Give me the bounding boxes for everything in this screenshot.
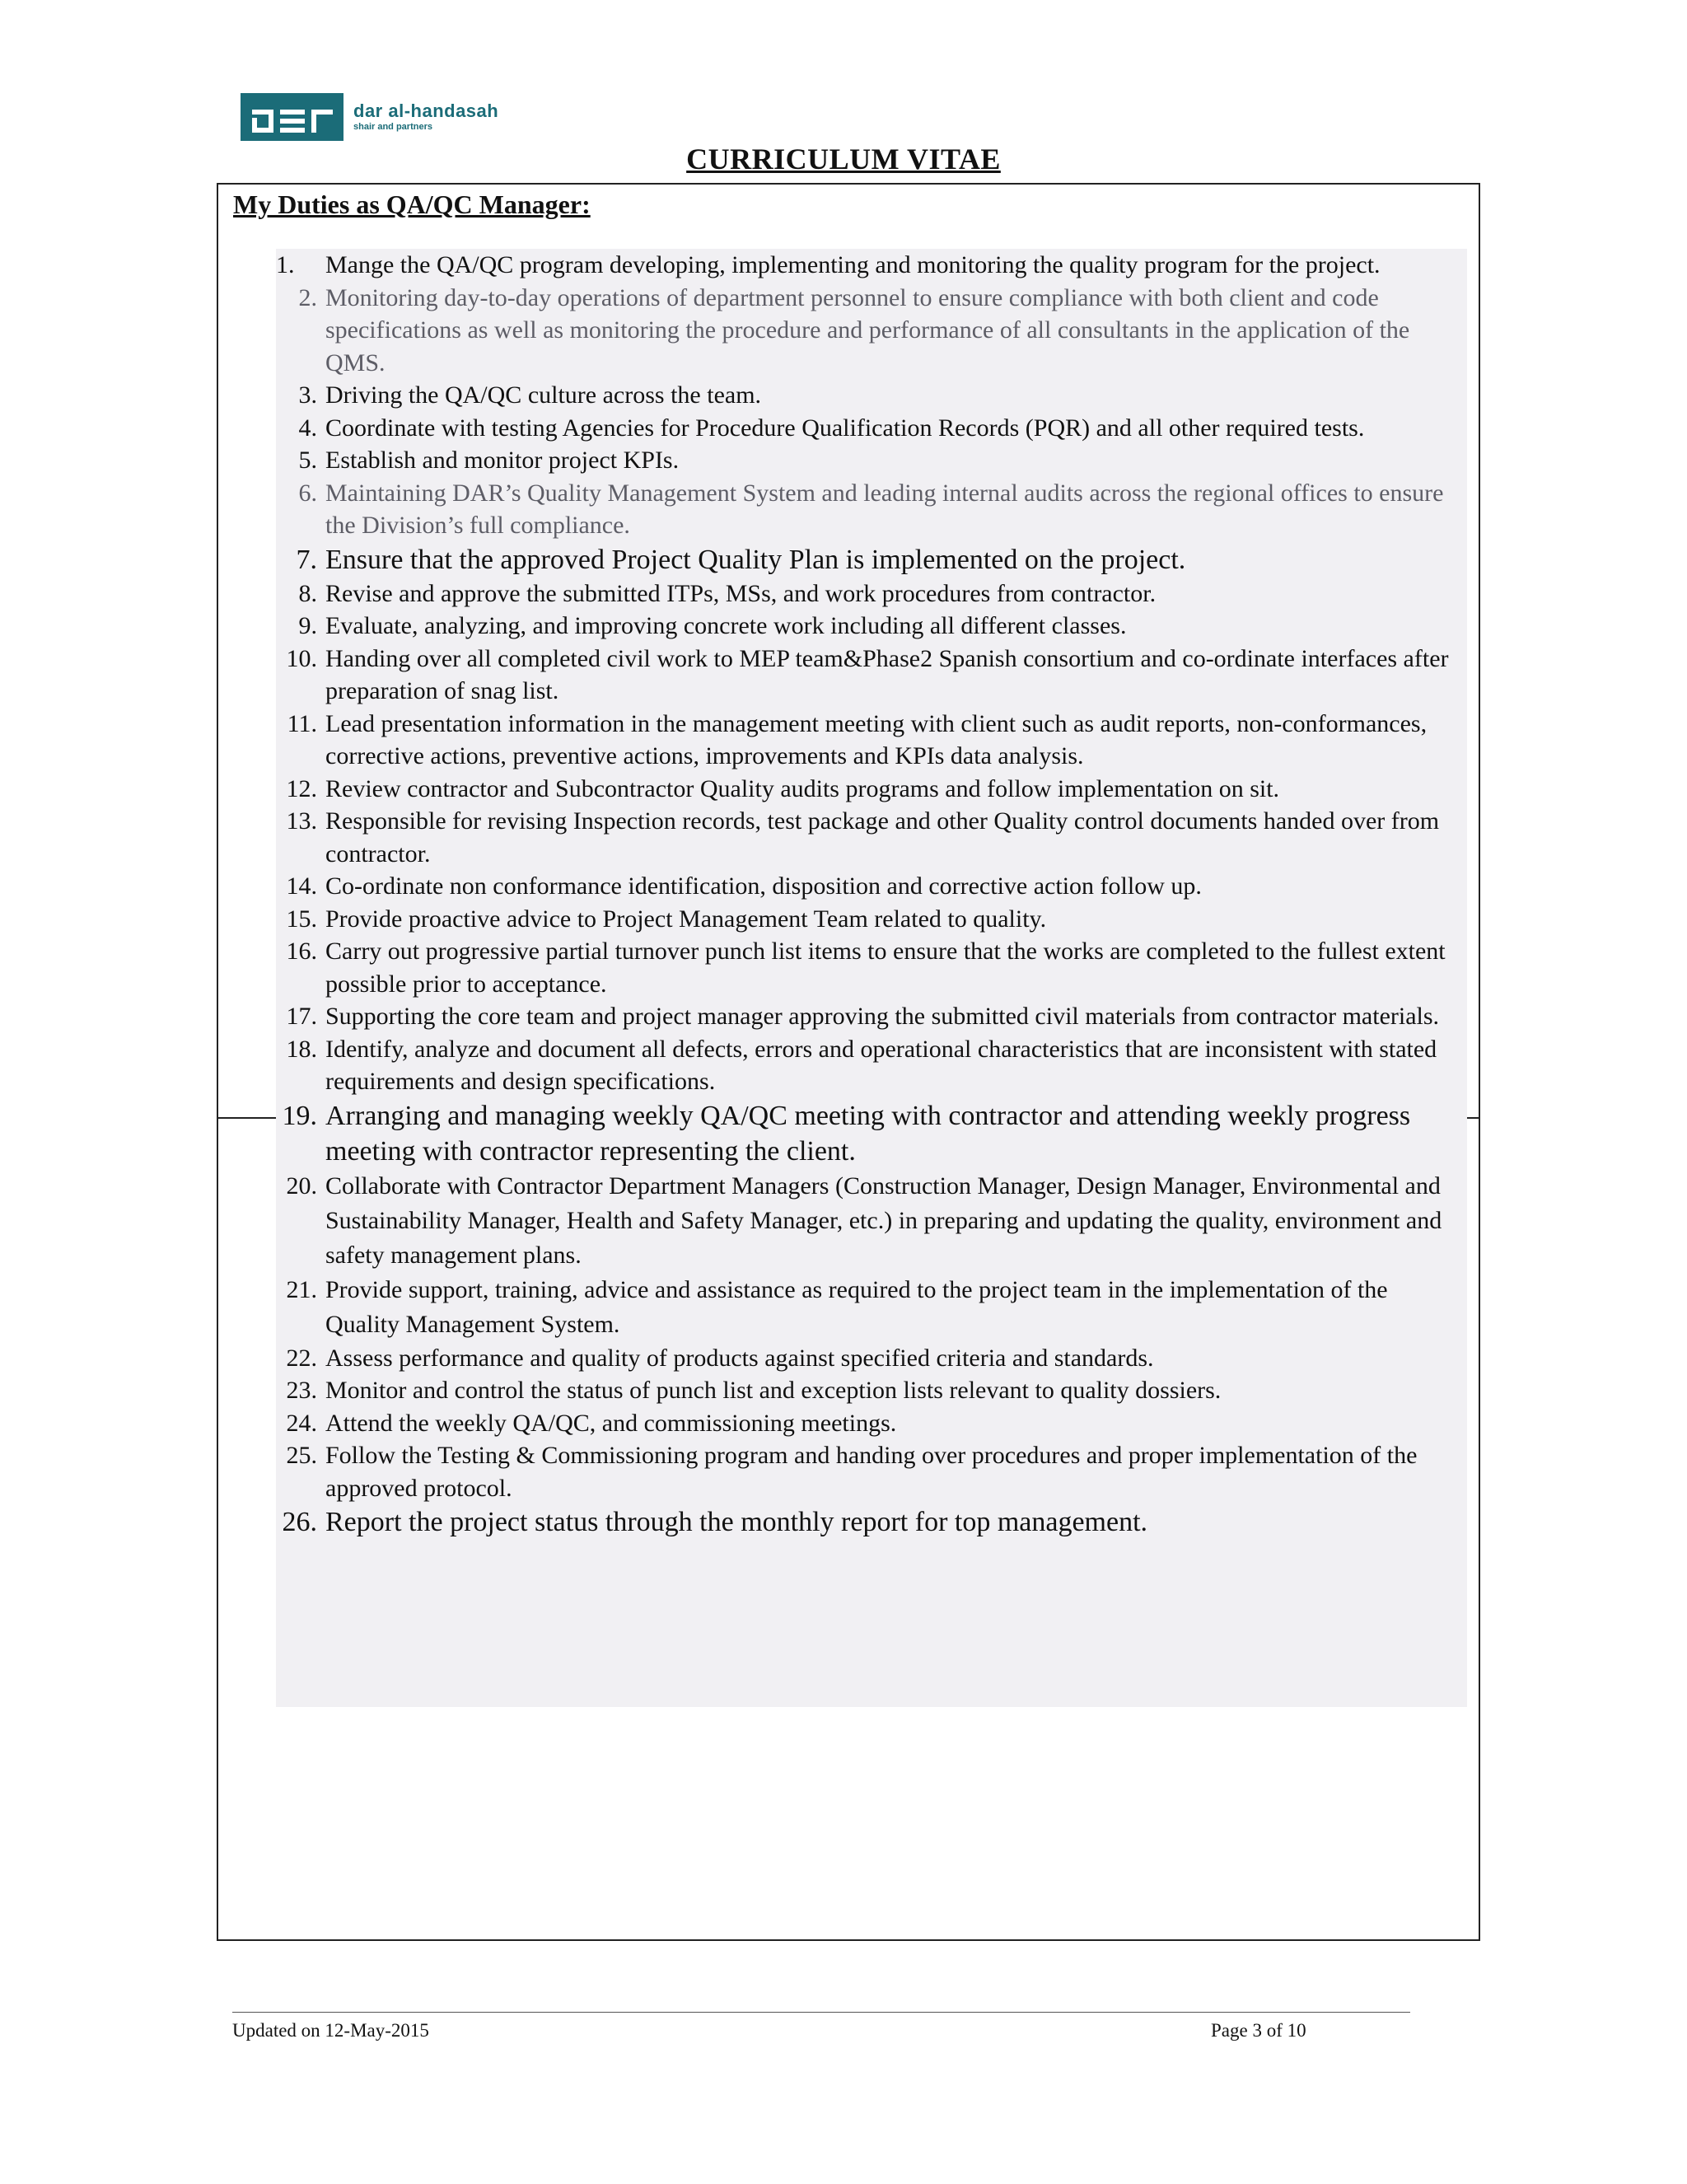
duty-item bbox=[276, 412, 1467, 445]
duty-text: Evaluate, analyzing, and improving concrete work including all different classes. bbox=[325, 612, 1127, 639]
duty-number: 3. bbox=[298, 381, 317, 409]
duty-text: Establish and monitor project KPIs. bbox=[325, 447, 680, 474]
duty-item bbox=[276, 1033, 1467, 1098]
duty-number: 22. bbox=[286, 1344, 317, 1372]
duty-item bbox=[276, 805, 1467, 870]
duty-text: Supporting the core team and project manager approving the submitted civil materials from contractor materials. bbox=[325, 1003, 1440, 1030]
duty-text: Responsible for revising Inspection records, test package and other Quality control documents handed over from contractor. bbox=[325, 807, 1440, 868]
duty-number: 10. bbox=[286, 644, 317, 672]
duty-text: Maintaining DAR’s Quality Management System and leading internal audits across the regional offices to ensure the Division’s full compliance. bbox=[325, 479, 1444, 539]
duty-number: 9. bbox=[298, 612, 317, 639]
duty-text: Mange the QA/QC program developing, implementing and monitoring the quality program for the project. bbox=[325, 251, 1381, 278]
duty-number: 23. bbox=[286, 1377, 317, 1404]
duty-number: 17. bbox=[286, 1003, 317, 1030]
duty-text: Follow the Testing & Commissioning program and handing over procedures and proper implementation of the approved protocol. bbox=[325, 1442, 1418, 1502]
duty-item bbox=[276, 643, 1467, 708]
duty-text: Attend the weekly QA/QC, and commissioning meetings. bbox=[325, 1409, 897, 1437]
duty-text: Coordinate with testing Agencies for Procedure Qualification Records (PQR) and all other required tests. bbox=[325, 414, 1365, 442]
duties-frame-lower bbox=[217, 1115, 1480, 1941]
footer-divider bbox=[232, 2012, 1410, 2013]
section-heading: My Duties as QA/QC Manager: bbox=[233, 189, 591, 219]
duty-text: Arranging and managing weekly QA/QC meeting with contractor and attending weekly progress meeting with contractor representing the client. bbox=[325, 1100, 1411, 1167]
duty-text: Ensure that the approved Project Quality Plan is implemented on the project. bbox=[325, 544, 1186, 575]
duty-item bbox=[276, 477, 1467, 542]
duty-number: 24. bbox=[286, 1409, 317, 1437]
duty-item bbox=[276, 708, 1467, 773]
duty-text: Carry out progressive partial turnover punch list items to ensure that the works are completed to the fullest extent possible prior to acceptance. bbox=[325, 938, 1446, 998]
duty-text: Monitoring day-to-day operations of department personnel to ensure compliance with both client and code specifications as well as monitoring the procedure and performance of all consultants in the application of the QMS. bbox=[325, 283, 1410, 376]
duty-number: 26. bbox=[282, 1507, 317, 1537]
duty-text: Report the project status through the monthly report for top management. bbox=[325, 1507, 1148, 1537]
duty-number: 25. bbox=[286, 1442, 317, 1469]
duty-number: 1. bbox=[276, 251, 295, 278]
logo-text bbox=[353, 102, 498, 132]
duty-text: Provide support, training, advice and assistance as required to the project team in the implementation of the Quality Management System. bbox=[325, 1275, 1388, 1338]
logo-mark-icon bbox=[241, 93, 343, 141]
duty-item bbox=[276, 282, 1467, 380]
document-title: CURRICULUM VITAE bbox=[686, 143, 1001, 175]
duty-text: Collaborate with Contractor Department Managers (Construction Manager, Design Manager, Environmental and Sustainability Manager, Health and Safety Manager, etc.) in preparing and updating the quality, environment and safety management plans. bbox=[325, 1172, 1442, 1269]
duty-text: Identify, analyze and document all defects, errors and operational characteristics that are inconsistent with stated requirements and design specifications. bbox=[325, 1035, 1437, 1095]
duty-text: Co-ordinate non conformance identification, disposition and corrective action follow up. bbox=[325, 872, 1202, 900]
duty-item bbox=[276, 578, 1467, 610]
duty-number: 15. bbox=[286, 905, 317, 933]
duty-number: 20. bbox=[286, 1172, 317, 1200]
duty-item bbox=[276, 610, 1467, 643]
duties-frame bbox=[217, 183, 1480, 1537]
logo-name: dar al-handasah bbox=[353, 101, 499, 121]
duty-number: 21. bbox=[286, 1275, 317, 1303]
duty-number: 12. bbox=[286, 774, 317, 802]
duty-item bbox=[276, 1000, 1467, 1033]
duty-number: 13. bbox=[286, 807, 317, 835]
duty-item bbox=[276, 870, 1467, 903]
duty-number: 8. bbox=[298, 579, 317, 607]
duty-number: 18. bbox=[286, 1035, 317, 1063]
duty-item bbox=[276, 444, 1467, 477]
duty-number: 6. bbox=[298, 479, 317, 507]
duty-text: Lead presentation information in the management meeting with client such as audit reports, non-conformances, corrective actions, preventive actions, improvements and KPIs data analysis. bbox=[325, 709, 1428, 769]
duty-text: Revise and approve the submitted ITPs, MSs, and work procedures from contractor. bbox=[325, 579, 1157, 607]
duty-number: 11. bbox=[287, 709, 317, 737]
duty-number: 4. bbox=[298, 414, 317, 442]
duty-number: 16. bbox=[286, 938, 317, 965]
footer-updated: Updated on 12-May-2015 bbox=[232, 2020, 429, 2041]
duty-number: 19. bbox=[282, 1100, 317, 1131]
duty-number: 2. bbox=[298, 283, 317, 311]
duty-text: Assess performance and quality of products against specified criteria and standards. bbox=[325, 1344, 1154, 1372]
duty-item bbox=[276, 379, 1467, 412]
duty-text: Driving the QA/QC culture across the team. bbox=[325, 381, 762, 409]
footer-page-number: Page 3 of 10 bbox=[1211, 2020, 1306, 2041]
company-logo bbox=[241, 92, 498, 142]
duty-text: Review contractor and Subcontractor Quality audits programs and follow implementation on sit. bbox=[325, 774, 1280, 802]
duty-item bbox=[276, 935, 1467, 1000]
duty-text: Handing over all completed civil work to MEP team&Phase2 Spanish consortium and co-ordinate interfaces after preparation of snag list. bbox=[325, 644, 1449, 704]
duty-text: Monitor and control the status of punch list and exception lists relevant to quality dossiers. bbox=[325, 1377, 1222, 1404]
duty-item bbox=[276, 249, 1467, 282]
duty-number: 7. bbox=[296, 544, 317, 575]
duty-item bbox=[276, 773, 1467, 806]
duty-text: Provide proactive advice to Project Management Team related to quality. bbox=[325, 905, 1047, 933]
logo-subtitle: shair and partners bbox=[353, 122, 432, 132]
duty-number: 14. bbox=[286, 872, 317, 900]
duty-item bbox=[276, 542, 1467, 578]
duty-number: 5. bbox=[298, 447, 317, 474]
duty-item bbox=[276, 903, 1467, 936]
